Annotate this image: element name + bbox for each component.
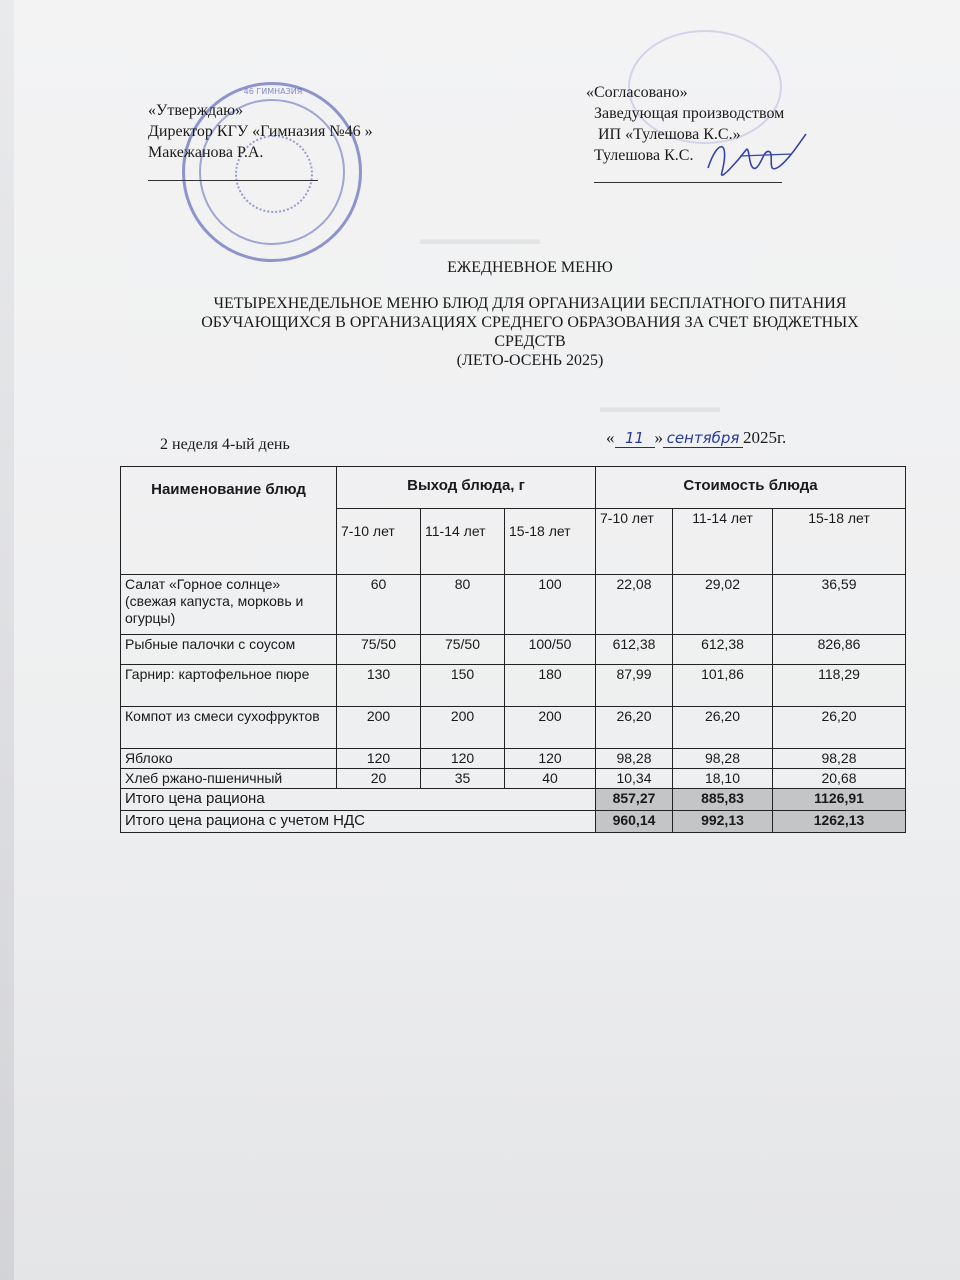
total-value: 885,83 — [673, 789, 773, 811]
yield-value: 75/50 — [421, 635, 505, 665]
cost-age-15-18: 15-18 лет — [773, 509, 906, 575]
dish-name: Яблоко — [121, 749, 337, 769]
cost-value: 18,10 — [673, 769, 773, 789]
yield-value: 200 — [337, 707, 421, 749]
cost-value: 101,86 — [673, 665, 773, 707]
cost-value: 98,28 — [596, 749, 673, 769]
yield-value: 20 — [337, 769, 421, 789]
agreement-name: Тулешова К.С. — [594, 147, 694, 164]
yield-value: 80 — [421, 575, 505, 635]
total-vat-value: 992,13 — [673, 811, 773, 833]
total-vat-value: 1262,13 — [773, 811, 906, 833]
menu-table — [120, 466, 906, 833]
total-vat-value: 960,14 — [596, 811, 673, 833]
agreement-position: Заведующая производством — [594, 105, 785, 122]
handwritten-signature — [700, 128, 810, 188]
agreement-org: ИП «Тулешова К.С.» — [598, 126, 741, 143]
yield-value: 75/50 — [337, 635, 421, 665]
header-cost: Стоимость блюда — [596, 467, 906, 509]
approval-title: «Утверждаю» — [148, 102, 244, 119]
main-title — [150, 294, 910, 370]
approval-signature-line — [148, 180, 318, 181]
cost-value: 98,28 — [673, 749, 773, 769]
main-title-line: СРЕДСТВ — [494, 333, 566, 350]
date-quote-close: » — [654, 428, 663, 447]
table-row — [121, 707, 906, 749]
cost-value: 87,99 — [596, 665, 673, 707]
cost-age-7-10: 7-10 лет — [596, 509, 673, 575]
cost-value: 26,20 — [673, 707, 773, 749]
date-year: 2025г. — [743, 428, 787, 447]
table-row — [121, 749, 906, 769]
main-title-line: ОБУЧАЮЩИХСЯ В ОРГАНИЗАЦИЯХ СРЕДНЕГО ОБРАЗОВАНИЯ ЗА СЧЕТ БЮДЖЕТНЫХ — [201, 314, 859, 331]
yield-age-11-14: 11-14 лет — [421, 509, 505, 575]
menu-title: ЕЖЕДНЕВНОЕ МЕНЮ — [447, 259, 613, 276]
total-vat-row — [121, 811, 906, 833]
yield-value: 120 — [505, 749, 596, 769]
table-row — [121, 665, 906, 707]
date-line — [606, 428, 786, 448]
approval-name: Макежанова Р.А. — [148, 144, 264, 161]
dish-name: Гарнир: картофельное пюре — [121, 665, 337, 707]
dish-name: Салат «Горное солнце» (свежая капуста, морковь и огурцы) — [121, 575, 337, 635]
date-quote-open: « — [606, 428, 615, 447]
bleed-through-text: ▬▬▬▬▬▬▬▬ — [420, 232, 540, 248]
season-label: (ЛЕТО-ОСЕНЬ 2025) — [456, 352, 604, 369]
yield-value: 180 — [505, 665, 596, 707]
yield-value: 60 — [337, 575, 421, 635]
dish-name: Хлеб ржано-пшеничный — [121, 769, 337, 789]
cost-value: 29,02 — [673, 575, 773, 635]
yield-value: 200 — [505, 707, 596, 749]
cost-value: 36,59 — [773, 575, 906, 635]
cost-value: 10,34 — [596, 769, 673, 789]
stamp-label: 46 ГИМНАЗИЯ — [243, 87, 303, 96]
total-value: 1126,91 — [773, 789, 906, 811]
cost-value: 26,20 — [773, 707, 906, 749]
header-dish-name: Наименование блюд — [121, 467, 337, 575]
yield-value: 120 — [421, 749, 505, 769]
table-row — [121, 635, 906, 665]
dish-name: Рыбные палочки с соусом — [121, 635, 337, 665]
cost-value: 612,38 — [673, 635, 773, 665]
cost-value: 26,20 — [596, 707, 673, 749]
cost-value: 20,68 — [773, 769, 906, 789]
cost-value: 118,29 — [773, 665, 906, 707]
cost-value: 612,38 — [596, 635, 673, 665]
yield-value: 35 — [421, 769, 505, 789]
yield-age-7-10: 7-10 лет — [337, 509, 421, 575]
total-value: 857,27 — [596, 789, 673, 811]
approval-block — [148, 100, 373, 163]
table-row — [121, 769, 906, 789]
yield-value: 100 — [505, 575, 596, 635]
yield-value: 200 — [421, 707, 505, 749]
agreement-title: «Согласовано» — [586, 84, 688, 101]
date-month: сентября — [663, 429, 743, 448]
main-title-line: ЧЕТЫРЕХНЕДЕЛЬНОЕ МЕНЮ БЛЮД ДЛЯ ОРГАНИЗАЦИИ БЕСПЛАТНОГО ПИТАНИЯ — [213, 295, 847, 312]
yield-value: 150 — [421, 665, 505, 707]
yield-value: 40 — [505, 769, 596, 789]
date-day: 11 — [615, 429, 655, 448]
table-row — [121, 575, 906, 635]
yield-value: 120 — [337, 749, 421, 769]
header-yield: Выход блюда, г — [337, 467, 596, 509]
cost-value: 98,28 — [773, 749, 906, 769]
cost-value: 826,86 — [773, 635, 906, 665]
total-vat-label: Итого цена рациона с учетом НДС — [121, 811, 596, 833]
week-day-label: 2 неделя 4-ый день — [160, 436, 290, 453]
total-row — [121, 789, 906, 811]
cost-value: 22,08 — [596, 575, 673, 635]
yield-value: 130 — [337, 665, 421, 707]
dish-name: Компот из смеси сухофруктов — [121, 707, 337, 749]
yield-value: 100/50 — [505, 635, 596, 665]
approval-position: Директор КГУ «Гимназия №46 » — [148, 123, 373, 140]
bleed-through-text: ▬▬▬▬▬▬▬▬ — [600, 400, 720, 416]
yield-age-15-18: 15-18 лет — [505, 509, 596, 575]
total-label: Итого цена рациона — [121, 789, 596, 811]
cost-age-11-14: 11-14 лет — [673, 509, 773, 575]
